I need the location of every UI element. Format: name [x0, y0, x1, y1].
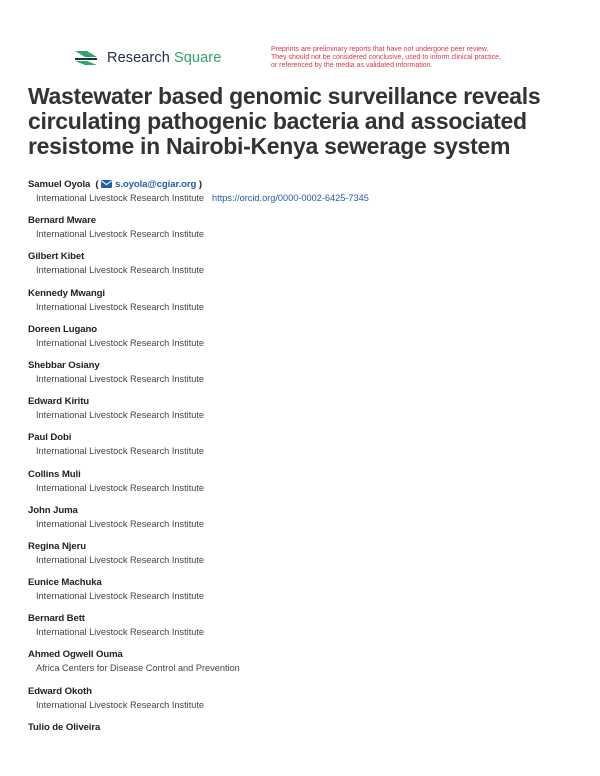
author-name-line: Samuel Oyola ( s.oyola@cgiar.org ) — [28, 179, 202, 190]
author-entry — [28, 395, 588, 431]
author-affiliation: International Livestock Research Institute — [36, 591, 205, 602]
author-affiliation: International Livestock Research Institute — [36, 482, 205, 493]
preprint-disclaimer — [271, 46, 541, 70]
author-affiliation: International Livestock Research Institute — [36, 699, 205, 710]
author-name: Samuel Oyola — [28, 179, 91, 190]
author-name: John Juma — [28, 504, 78, 516]
author-entry — [28, 685, 588, 721]
author-affiliation: International Livestock Research Institute — [36, 554, 205, 565]
author-name: Bernard Bett — [28, 613, 85, 625]
author-affiliation: International Livestock Research Institute — [36, 265, 205, 276]
disclaimer-line: They should not be considered conclusive, used to inform clinical practice, — [271, 54, 501, 61]
author-entry — [28, 540, 588, 576]
author-name: Edward Okoth — [28, 685, 92, 697]
author-affiliation: International Livestock Research Institute — [36, 193, 205, 203]
author-name: Doreen Lugano — [28, 323, 98, 335]
author-name: Tulio de Oliveira — [28, 721, 101, 733]
author-affiliation: International Livestock Research Institute — [36, 446, 205, 457]
author-affiliation: International Livestock Research Institute — [36, 410, 205, 421]
author-entry — [28, 576, 588, 612]
author-affiliation: International Livestock Research Institute — [36, 229, 205, 240]
author-entry — [28, 214, 588, 250]
paper-title: Wastewater based genomic surveillance reveals circulating pathogenic bacteria and associated resistome in Nairobi-Kenya sewerage system — [28, 83, 541, 159]
author-entry — [28, 504, 588, 540]
author-email-link[interactable]: s.oyola@cgiar.org — [115, 179, 197, 190]
author-name: Shebbar Osiany — [28, 359, 100, 371]
disclaimer-line: or referenced by the media as validated information. — [271, 62, 433, 69]
author-affiliation: International Livestock Research Institute — [36, 337, 205, 348]
author-entry — [28, 721, 588, 757]
author-entry — [28, 431, 588, 467]
author-affiliation-line — [28, 191, 588, 205]
author-name: Gilbert Kibet — [28, 251, 85, 263]
author-entry — [28, 612, 588, 648]
author-affiliation: International Livestock Research Institute — [36, 373, 205, 384]
author-entry — [28, 250, 588, 286]
author-list — [28, 178, 588, 757]
author-name: Collins Muli — [28, 468, 81, 480]
author-entry — [28, 468, 588, 504]
author-name: Ahmed Ogwell Ouma — [28, 649, 123, 661]
disclaimer-line: Preprints are preliminary reports that have not undergone peer review. — [271, 46, 489, 53]
author-name: Paul Dobi — [28, 432, 72, 444]
author-affiliation: International Livestock Research Institute — [36, 301, 205, 312]
author-affiliation: International Livestock Research Institute — [36, 518, 205, 529]
research-square-logo-icon — [73, 48, 99, 68]
research-square-logo[interactable] — [73, 48, 221, 68]
author-entry — [28, 287, 588, 323]
logo-wordmark — [107, 50, 221, 66]
author-affiliation: International Livestock Research Institute — [36, 627, 205, 638]
author-name: Eunice Machuka — [28, 577, 102, 589]
logo-accent: Square — [174, 50, 222, 66]
author-entry — [28, 359, 588, 395]
author-name: Kennedy Mwangi — [28, 287, 105, 299]
author-entry — [28, 648, 588, 684]
page-header — [0, 0, 600, 80]
author-name: Edward Kiritu — [28, 396, 90, 408]
author-entry — [28, 323, 588, 359]
author-entry — [28, 178, 588, 214]
author-affiliation: Africa Centers for Disease Control and Prevention — [36, 663, 240, 674]
mail-icon — [101, 180, 112, 188]
orcid-link[interactable]: https://orcid.org/0000-0002-6425-7345 — [212, 193, 369, 203]
logo-name: Research — [107, 50, 170, 66]
author-name: Regina Njeru — [28, 540, 86, 552]
author-name: Bernard Mware — [28, 215, 97, 227]
